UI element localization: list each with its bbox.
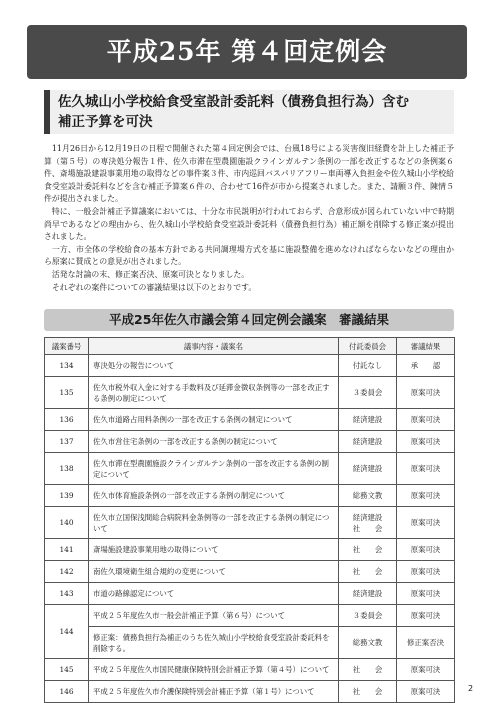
table-row <box>45 561 455 583</box>
row-committee: ３委員会 <box>339 377 397 409</box>
paragraph-4: 活発な討論の末、修正案否決、原案可決となりました。 <box>51 269 250 279</box>
article-body <box>44 143 454 294</box>
header-result: 審議結果 <box>397 338 455 355</box>
row-result: 承 認 <box>397 355 455 377</box>
results-table-title: 平成25年佐久市議会第４回定例会議案 審議結果 <box>44 309 454 331</box>
row-result: 原案可決 <box>397 681 455 703</box>
row-amendment-committee: 総務文教 <box>339 627 397 659</box>
row-result: 原案可決 <box>397 659 455 681</box>
paragraph-1: 11月26日から12月19日の日程で開催された第４回定例会では、台風18号による災害復旧経費を計上した補正予算（第５号）の専決処分報告１件、佐久市滞在型農園施設クラインガルテン条例の一部を改正するなどの条例案６件、斎場施設建設事業用地の取得などの事件案３件、市内巡回バスパリアフリー車両導入負担金や佐久城山小学校給食受室設計委託料などを含む補正予算案６件の、合わせて16件が市から提案されました。また、請願３件、陳情５件が提出されました。 <box>44 144 455 204</box>
row-title: 佐久市税外収入金に対する手数料及び延滞金徴収条例等の一部を改正する条例の制定について <box>89 377 339 409</box>
row-result: 原案可決 <box>397 583 455 605</box>
table-row <box>45 681 455 703</box>
row-committee: 経済建設 <box>339 409 397 431</box>
row-result: 原案可決 <box>397 453 455 485</box>
row-amendment-title: 修正案：債務負担行為補正のうち佐久城山小学校給食受室設計委託料を削除する。 <box>89 627 339 659</box>
article-subtitle <box>44 90 454 134</box>
row-title: 平成２５年度佐久市介護保険特別会計補正予算（第１号）について <box>89 681 339 703</box>
page-number: 2 <box>468 684 474 693</box>
table-row <box>45 485 455 507</box>
table-header-row <box>45 338 455 355</box>
row-title: 平成２５年度佐久市一般会計補正予算（第６号）について <box>89 605 339 627</box>
row-committee: 社 会 <box>339 561 397 583</box>
row-title: 佐久市立国保浅間総合病院料金条例等の一部を改正する条例の制定について <box>89 507 339 539</box>
subtitle-line-1: 佐久城山小学校給食受室設計委託料（債務負担行為）含む <box>58 94 409 110</box>
row-result: 原案可決 <box>397 485 455 507</box>
row-result: 原案可決 <box>397 431 455 453</box>
row-number: 140 <box>45 507 89 539</box>
row-title: 市道の路線認定について <box>89 583 339 605</box>
row-number: 139 <box>45 485 89 507</box>
header-title: 議事内容・議案名 <box>89 338 339 355</box>
row-number: 143 <box>45 583 89 605</box>
table-row <box>45 605 455 627</box>
row-number: 145 <box>45 659 89 681</box>
row-committee: 社 会 <box>339 539 397 561</box>
row-committee: 社 会 <box>339 659 397 681</box>
paragraph-3: 一方、市全体の学校給食の基本方針である共同調理場方式を基に施設整備を進めなければならないなどの理由から原案に賛成との意見が出されました。 <box>44 244 454 267</box>
row-title: 佐久市道路占用料条例の一部を改正する条例の制定について <box>89 409 339 431</box>
row-number: 141 <box>45 539 89 561</box>
row-number: 144 <box>45 605 89 659</box>
row-number: 142 <box>45 561 89 583</box>
row-number: 146 <box>45 681 89 703</box>
table-row <box>45 431 455 453</box>
row-title: 平成２５年度佐久市国民健康保険特別会計補正予算（第４号）について <box>89 659 339 681</box>
row-result: 原案可決 <box>397 561 455 583</box>
table-row <box>45 539 455 561</box>
table-row <box>45 453 455 485</box>
row-title: 佐久市体育施設条例の一部を改正する条例の制定について <box>89 485 339 507</box>
row-committee: 経済建設 <box>339 583 397 605</box>
row-result: 原案可決 <box>397 605 455 627</box>
row-committee: 総務文教 <box>339 485 397 507</box>
row-committee: ３委員会 <box>339 605 397 627</box>
paragraph-5: それぞれの案件についての審議結果は以下のとおりです。 <box>51 282 257 292</box>
table-row <box>45 659 455 681</box>
row-committee: 経済建設 <box>339 431 397 453</box>
subtitle-line-2: 補正予算を可決 <box>58 114 153 130</box>
table-row <box>45 377 455 409</box>
row-title: 専決処分の報告について <box>89 355 339 377</box>
row-committee: 経済建設 <box>339 453 397 485</box>
row-amendment-result: 修正案否決 <box>397 627 455 659</box>
row-result: 原案可決 <box>397 377 455 409</box>
row-result: 原案可決 <box>397 507 455 539</box>
row-number: 135 <box>45 377 89 409</box>
row-committee: 経済建設 社 会 <box>339 507 397 539</box>
page-banner-title: 平成25年 第４回定例会 <box>27 25 467 79</box>
row-committee: 社 会 <box>339 681 397 703</box>
row-committee: 付託なし <box>339 355 397 377</box>
row-title: 斎場施設建設事業用地の取得について <box>89 539 339 561</box>
row-title: 佐久市営住宅条例の一部を改正する条例の制定について <box>89 431 339 453</box>
row-title: 佐久市滞在型農園施設クラインガルテン条例の一部を改正する条例の制定について <box>89 453 339 485</box>
row-title: 南佐久環境衛生組合規約の変更について <box>89 561 339 583</box>
row-number: 134 <box>45 355 89 377</box>
row-result: 原案可決 <box>397 409 455 431</box>
header-number: 議案番号 <box>45 338 89 355</box>
paragraph-2: 特に、一般会計補正予算議案においては、十分な市民説明が行われておらず、合意形成が図られていない中で時期尚早であるなどの理由から、佐久城山小学校給食受室設計委託料（債務負担行為）補正額を削除する修正案が提出されました。 <box>44 206 454 242</box>
row-number: 138 <box>45 453 89 485</box>
table-row <box>45 507 455 539</box>
row-result: 原案可決 <box>397 539 455 561</box>
row-number: 136 <box>45 409 89 431</box>
table-row <box>45 409 455 431</box>
row-number: 137 <box>45 431 89 453</box>
header-committee: 付託委員会 <box>339 338 397 355</box>
results-table <box>44 337 455 703</box>
table-row <box>45 583 455 605</box>
table-row <box>45 355 455 377</box>
table-row <box>45 627 455 659</box>
